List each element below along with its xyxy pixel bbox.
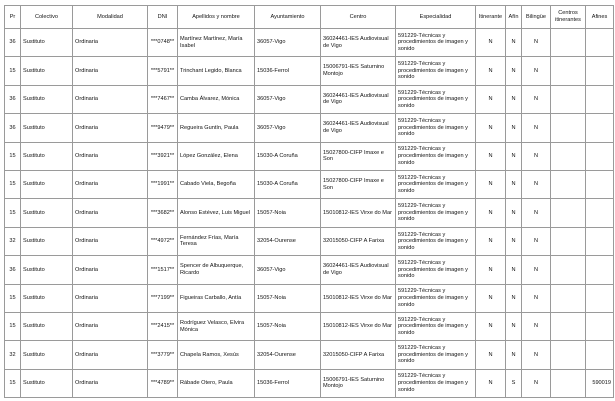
cell-dni: ***9479** <box>148 114 178 142</box>
cell-especialidad: 591229-Técnicas y procedimientos de imagen y sonido <box>396 114 476 142</box>
cell-modalidad: Ordinaria <box>73 199 148 227</box>
cell-itinerante: N <box>476 29 506 57</box>
cell-bilingue: N <box>522 341 551 369</box>
cell-afines: 590019 <box>586 369 614 397</box>
cell-pr: 15 <box>5 284 21 312</box>
cell-bilingue: N <box>522 312 551 340</box>
cell-especialidad: 591229-Técnicas y procedimientos de imagen y sonido <box>396 85 476 113</box>
cell-centros-itinerantes <box>551 256 586 284</box>
cell-colectivo: Sustituto <box>21 227 73 255</box>
cell-especialidad: 591229-Técnicas y procedimientos de imagen y sonido <box>396 284 476 312</box>
cell-especialidad: 591229-Técnicas y procedimientos de imagen y sonido <box>396 29 476 57</box>
cell-especialidad: 591229-Técnicas y procedimientos de imagen y sonido <box>396 369 476 397</box>
cell-afines <box>586 142 614 170</box>
cell-colectivo: Sustituto <box>21 142 73 170</box>
cell-modalidad: Ordinaria <box>73 369 148 397</box>
cell-modalidad: Ordinaria <box>73 29 148 57</box>
cell-centro: 32015050-CIFP A Farixa <box>321 227 396 255</box>
cell-dni: ***3921** <box>148 142 178 170</box>
cell-pr: 15 <box>5 57 21 85</box>
cell-itinerante: N <box>476 369 506 397</box>
cell-bilingue: N <box>522 256 551 284</box>
cell-afines <box>586 284 614 312</box>
cell-apellidos-nombre: Chapela Ramos, Xesús <box>178 341 255 369</box>
cell-ayuntamiento: 36057-Vigo <box>255 114 321 142</box>
cell-ayuntamiento: 15057-Noia <box>255 199 321 227</box>
cell-centro: 36024461-IES Audiovisual de Vigo <box>321 85 396 113</box>
cell-apellidos-nombre: Trinchant Legido, Blanca <box>178 57 255 85</box>
table-row <box>5 312 614 340</box>
table-row <box>5 85 614 113</box>
cell-bilingue: N <box>522 227 551 255</box>
table-row <box>5 227 614 255</box>
cell-colectivo: Sustituto <box>21 369 73 397</box>
cell-modalidad: Ordinaria <box>73 227 148 255</box>
cell-especialidad: 591229-Técnicas y procedimientos de imagen y sonido <box>396 312 476 340</box>
column-header-colectivo: Colectivo <box>21 6 73 29</box>
cell-centros-itinerantes <box>551 369 586 397</box>
cell-ayuntamiento: 15030-A Coruña <box>255 170 321 198</box>
cell-afin: N <box>506 199 522 227</box>
cell-modalidad: Ordinaria <box>73 57 148 85</box>
column-header-especialidad: Especialidad <box>396 6 476 29</box>
table-row <box>5 369 614 397</box>
header-row <box>5 6 614 29</box>
column-header-centro: Centro <box>321 6 396 29</box>
cell-afines <box>586 256 614 284</box>
cell-centros-itinerantes <box>551 170 586 198</box>
cell-itinerante: N <box>476 142 506 170</box>
cell-pr: 36 <box>5 85 21 113</box>
table-row <box>5 199 614 227</box>
cell-pr: 36 <box>5 114 21 142</box>
cell-itinerante: N <box>476 114 506 142</box>
cell-ayuntamiento: 15030-A Coruña <box>255 142 321 170</box>
cell-dni: ***1991** <box>148 170 178 198</box>
cell-ayuntamiento: 15057-Noia <box>255 284 321 312</box>
cell-ayuntamiento: 36057-Vigo <box>255 85 321 113</box>
cell-afines <box>586 312 614 340</box>
cell-dni: ***1517** <box>148 256 178 284</box>
table-row <box>5 341 614 369</box>
cell-centro: 15010812-IES Virxe do Mar <box>321 199 396 227</box>
table-row <box>5 284 614 312</box>
cell-modalidad: Ordinaria <box>73 284 148 312</box>
cell-afin: N <box>506 227 522 255</box>
cell-apellidos-nombre: López González, Elena <box>178 142 255 170</box>
cell-dni: ***7199** <box>148 284 178 312</box>
cell-afin: N <box>506 114 522 142</box>
cell-pr: 36 <box>5 29 21 57</box>
cell-afin: N <box>506 312 522 340</box>
cell-modalidad: Ordinaria <box>73 142 148 170</box>
cell-afines <box>586 29 614 57</box>
cell-itinerante: N <box>476 199 506 227</box>
cell-colectivo: Sustituto <box>21 114 73 142</box>
cell-modalidad: Ordinaria <box>73 114 148 142</box>
cell-especialidad: 591229-Técnicas y procedimientos de imagen y sonido <box>396 227 476 255</box>
column-header-bilingue: Bilingüe <box>522 6 551 29</box>
cell-modalidad: Ordinaria <box>73 341 148 369</box>
cell-dni: ***4789** <box>148 369 178 397</box>
cell-colectivo: Sustituto <box>21 284 73 312</box>
cell-colectivo: Sustituto <box>21 312 73 340</box>
cell-ayuntamiento: 32054-Ourense <box>255 341 321 369</box>
cell-centros-itinerantes <box>551 284 586 312</box>
cell-pr: 15 <box>5 369 21 397</box>
cell-dni: ***3682** <box>148 199 178 227</box>
cell-centros-itinerantes <box>551 199 586 227</box>
table-row <box>5 57 614 85</box>
table-row <box>5 114 614 142</box>
cell-itinerante: N <box>476 341 506 369</box>
cell-itinerante: N <box>476 57 506 85</box>
cell-dni: ***0748** <box>148 29 178 57</box>
cell-afines <box>586 85 614 113</box>
cell-centro: 15010812-IES Virxe do Mar <box>321 312 396 340</box>
cell-centros-itinerantes <box>551 227 586 255</box>
cell-centro: 32015050-CIFP A Farixa <box>321 341 396 369</box>
cell-afines <box>586 57 614 85</box>
cell-centro: 36024461-IES Audiovisual de Vigo <box>321 29 396 57</box>
cell-itinerante: N <box>476 284 506 312</box>
cell-apellidos-nombre: Regueira Guntín, Paula <box>178 114 255 142</box>
column-header-afines: Afines <box>586 6 614 29</box>
cell-dni: ***4972** <box>148 227 178 255</box>
cell-afin: N <box>506 57 522 85</box>
cell-especialidad: 591229-Técnicas y procedimientos de imagen y sonido <box>396 170 476 198</box>
table-row <box>5 29 614 57</box>
cell-apellidos-nombre: Figueiras Carballo, Antía <box>178 284 255 312</box>
cell-centros-itinerantes <box>551 312 586 340</box>
cell-ayuntamiento: 32054-Ourense <box>255 227 321 255</box>
cell-dni: ***7467** <box>148 85 178 113</box>
cell-apellidos-nombre: Rábade Otero, Paula <box>178 369 255 397</box>
cell-centros-itinerantes <box>551 57 586 85</box>
cell-afines <box>586 199 614 227</box>
cell-itinerante: N <box>476 227 506 255</box>
cell-centro: 15006791-IES Saturnino Montojo <box>321 57 396 85</box>
cell-ayuntamiento: 15036-Ferrol <box>255 57 321 85</box>
cell-bilingue: N <box>522 199 551 227</box>
cell-colectivo: Sustituto <box>21 256 73 284</box>
cell-bilingue: N <box>522 85 551 113</box>
cell-pr: 36 <box>5 256 21 284</box>
cell-colectivo: Sustituto <box>21 341 73 369</box>
cell-modalidad: Ordinaria <box>73 256 148 284</box>
cell-bilingue: N <box>522 29 551 57</box>
cell-bilingue: N <box>522 142 551 170</box>
cell-bilingue: N <box>522 170 551 198</box>
cell-itinerante: N <box>476 256 506 284</box>
cell-afines <box>586 227 614 255</box>
cell-afines <box>586 114 614 142</box>
column-header-itinerante: Itinerante <box>476 6 506 29</box>
cell-centros-itinerantes <box>551 29 586 57</box>
cell-afin: N <box>506 256 522 284</box>
cell-centro: 15027800-CIFP Imaxe e Son <box>321 142 396 170</box>
table-row <box>5 256 614 284</box>
cell-itinerante: N <box>476 85 506 113</box>
cell-apellidos-nombre: Rodríguez Velasco, Elvira Mónica <box>178 312 255 340</box>
cell-itinerante: N <box>476 312 506 340</box>
table-row <box>5 170 614 198</box>
cell-ayuntamiento: 36057-Vigo <box>255 29 321 57</box>
cell-colectivo: Sustituto <box>21 57 73 85</box>
table-row <box>5 142 614 170</box>
column-header-afin: Afín <box>506 6 522 29</box>
cell-colectivo: Sustituto <box>21 29 73 57</box>
cell-modalidad: Ordinaria <box>73 85 148 113</box>
column-header-pr: Pr <box>5 6 21 29</box>
cell-especialidad: 591229-Técnicas y procedimientos de imagen y sonido <box>396 256 476 284</box>
cell-afin: N <box>506 341 522 369</box>
cell-bilingue: N <box>522 57 551 85</box>
cell-bilingue: N <box>522 114 551 142</box>
column-header-apellidos-nombre: Apellidos y nombre <box>178 6 255 29</box>
cell-colectivo: Sustituto <box>21 170 73 198</box>
cell-colectivo: Sustituto <box>21 199 73 227</box>
cell-especialidad: 591229-Técnicas y procedimientos de imagen y sonido <box>396 199 476 227</box>
column-header-modalidad: Modalidad <box>73 6 148 29</box>
cell-afin: S <box>506 369 522 397</box>
cell-afin: N <box>506 284 522 312</box>
cell-centro: 36024461-IES Audiovisual de Vigo <box>321 114 396 142</box>
column-header-centros-itinerantes: Centros itinerantes <box>551 6 586 29</box>
cell-bilingue: N <box>522 284 551 312</box>
cell-afin: N <box>506 170 522 198</box>
cell-centros-itinerantes <box>551 85 586 113</box>
cell-pr: 32 <box>5 227 21 255</box>
cell-ayuntamiento: 15057-Noia <box>255 312 321 340</box>
cell-centros-itinerantes <box>551 114 586 142</box>
cell-apellidos-nombre: Martínez Martínez, María Isabel <box>178 29 255 57</box>
cell-afines <box>586 170 614 198</box>
cell-afin: N <box>506 85 522 113</box>
cell-afin: N <box>506 142 522 170</box>
cell-especialidad: 591229-Técnicas y procedimientos de imagen y sonido <box>396 142 476 170</box>
cell-afin: N <box>506 29 522 57</box>
cell-apellidos-nombre: Camba Álvarez, Mónica <box>178 85 255 113</box>
cell-apellidos-nombre: Alonso Estévez, Luis Miguel <box>178 199 255 227</box>
cell-dni: ***5791** <box>148 57 178 85</box>
cell-pr: 15 <box>5 199 21 227</box>
column-header-ayuntamiento: Ayuntamiento <box>255 6 321 29</box>
cell-centros-itinerantes <box>551 142 586 170</box>
cell-apellidos-nombre: Fernández Frías, María Teresa <box>178 227 255 255</box>
cell-ayuntamiento: 15036-Ferrol <box>255 369 321 397</box>
assignments-table <box>4 5 614 398</box>
cell-dni: ***3779** <box>148 341 178 369</box>
cell-pr: 15 <box>5 170 21 198</box>
cell-centro: 36024461-IES Audiovisual de Vigo <box>321 256 396 284</box>
cell-ayuntamiento: 36057-Vigo <box>255 256 321 284</box>
cell-apellidos-nombre: Cabado Viela, Begoña <box>178 170 255 198</box>
cell-bilingue: N <box>522 369 551 397</box>
cell-modalidad: Ordinaria <box>73 170 148 198</box>
cell-itinerante: N <box>476 170 506 198</box>
cell-pr: 15 <box>5 142 21 170</box>
cell-centros-itinerantes <box>551 341 586 369</box>
cell-afines <box>586 341 614 369</box>
cell-apellidos-nombre: Spencer de Albuquerque, Ricardo <box>178 256 255 284</box>
cell-dni: ***2415** <box>148 312 178 340</box>
cell-especialidad: 591229-Técnicas y procedimientos de imagen y sonido <box>396 57 476 85</box>
cell-pr: 15 <box>5 312 21 340</box>
cell-especialidad: 591229-Técnicas y procedimientos de imagen y sonido <box>396 341 476 369</box>
column-header-dni: DNI <box>148 6 178 29</box>
cell-centro: 15010812-IES Virxe do Mar <box>321 284 396 312</box>
cell-centro: 15006791-IES Saturnino Montojo <box>321 369 396 397</box>
cell-modalidad: Ordinaria <box>73 312 148 340</box>
cell-pr: 32 <box>5 341 21 369</box>
cell-colectivo: Sustituto <box>21 85 73 113</box>
cell-centro: 15027800-CIFP Imaxe e Son <box>321 170 396 198</box>
